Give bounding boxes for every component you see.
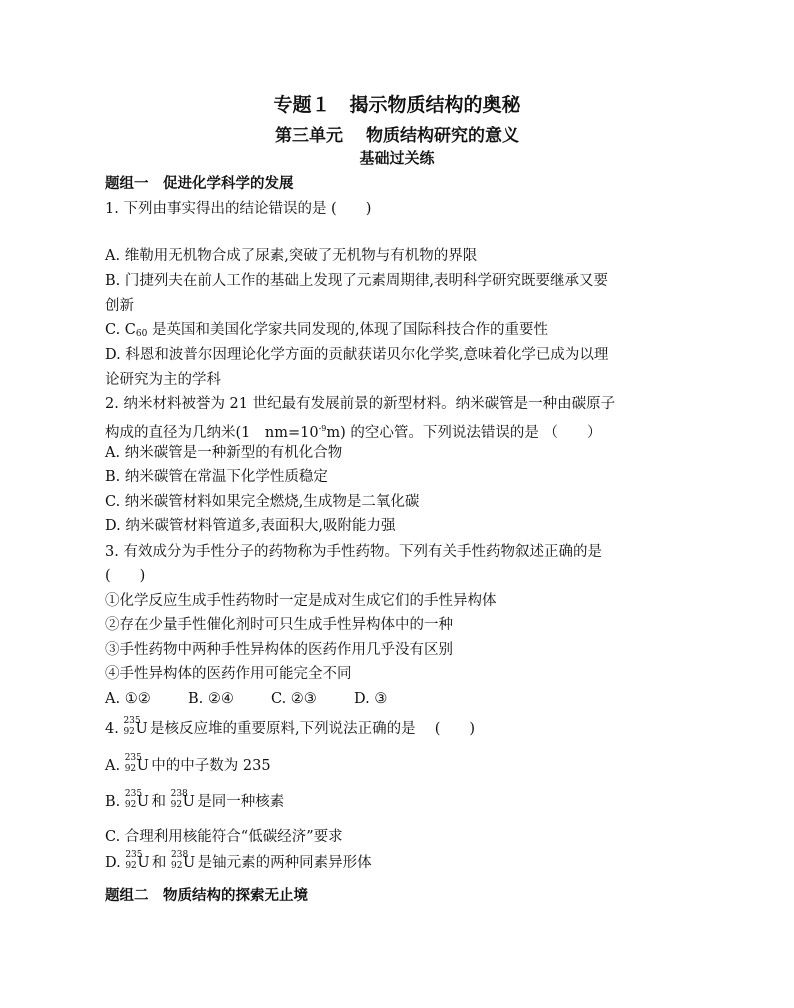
q3-statement-4: ④手性异构体的医药作用可能完全不同 [105,666,352,682]
q4-number: 4. [105,721,124,737]
q1-option-d-line2: 论研究为主的学科 [105,372,221,388]
q3-statement-2: ②存在少量手性催化剂时可只生成手性异构体中的一种 [105,617,453,633]
q3-stem-line2: ( ) [105,568,146,584]
u235-nuclide: 235 92 U [124,753,149,774]
q2-option-c: C. 纳米碳管材料如果完全燃烧,生成物是二氧化碳 [105,494,420,510]
q1-option-b-line1: B. 门捷列夫在前人工作的基础上发现了元素周期律,表明科学研究既要继承又要 [105,273,608,289]
q1-option-b-line2: 创新 [105,298,134,314]
q3-statement-3: ③手性药物中两种手性异构体的医药作用几乎没有区别 [105,642,453,658]
q3-options [105,689,387,709]
u235-nuclide: 235 92 U [123,716,148,737]
q1-option-a: A. 维勒用无机物合成了尿素,突破了无机物与有机物的界限 [105,248,478,264]
q1-option-d-line1: D. 科恩和波普尔因理论化学方面的贡献获诺贝尔化学奖,意味着化学已成为以理 [105,347,609,363]
q2-stem-line2 [105,419,602,443]
group-heading-2: 题组二 物质结构的探索无止境 [105,887,308,904]
q3-statement-1: ①化学反应生成手性药物时一定是成对生成它们的手性异构体 [105,593,497,609]
q3-option-b: B. ②④ [188,691,234,707]
q1-c-prefix: C. C [105,322,136,338]
q3-stem-line1: 3. 有效成分为手性分子的药物称为手性药物。下列有关手性药物叙述正确的是 [105,544,602,560]
q1-stem: 1. 下列由事实得出的结论错误的是 ( ) [105,201,372,217]
u238-nuclide: 238 92 U [170,789,195,810]
u238-nuclide: 238 92 U [171,850,196,871]
q2-stem-exponent: -9 [318,424,327,433]
q4-option-a: A. 235 92 U 中的中子数为 235 [105,753,271,774]
q1-c-subscript: 60 [135,329,148,339]
section-title: 基础过关练 [359,149,435,167]
q4-stem-text: 是核反应堆的重要原料,下列说法正确的是 ( ) [145,721,476,737]
q3-option-d: D. ③ [354,691,388,707]
u235-nuclide: 235 92 U [125,850,150,871]
chapter-title: 专题１ 揭示物质结构的奥秘 [273,94,521,116]
q1-c-text: 是英国和美国化学家共同发现的,体现了国际科技合作的重要性 [147,322,549,338]
q2-option-b: B. 纳米碳管在常温下化学性质稳定 [105,469,328,485]
unit-title: 第三单元 物质结构研究的意义 [275,126,519,146]
q2-option-a: A. 纳米碳管是一种新型的有机化合物 [105,445,343,461]
q4-option-b: B. 235 92 U 和 238 92 U 是同一种核素 [105,789,285,810]
u235-nuclide: 235 92 U [124,789,150,810]
q2-stem-part1: 构成的直径为几纳米(1 nm=10 [105,425,319,441]
q4-stem [105,716,476,739]
group-heading-1: 题组一 促进化学科学的发展 [105,175,294,192]
q1-option-c [105,320,548,344]
q3-option-c: C. ②③ [271,691,317,707]
q4-option-d: D. 235 92 U 和 238 92 U 是铀元素的两种同素异形体 [105,850,372,871]
q2-stem-line1: 2. 纳米材料被誉为 21 世纪最有发展前景的新型材料。纳米碳管是一种由碳原子 [105,396,616,412]
q2-option-d: D. 纳米碳管材料管道多,表面积大,吸附能力强 [105,518,396,534]
q4-option-c: C. 合理利用核能符合“低碳经济”要求 [105,829,343,845]
q2-stem-part2: m) 的空心管。下列说法错误的是 （ ） [326,425,602,441]
q3-option-a: A. ①② [105,691,151,707]
